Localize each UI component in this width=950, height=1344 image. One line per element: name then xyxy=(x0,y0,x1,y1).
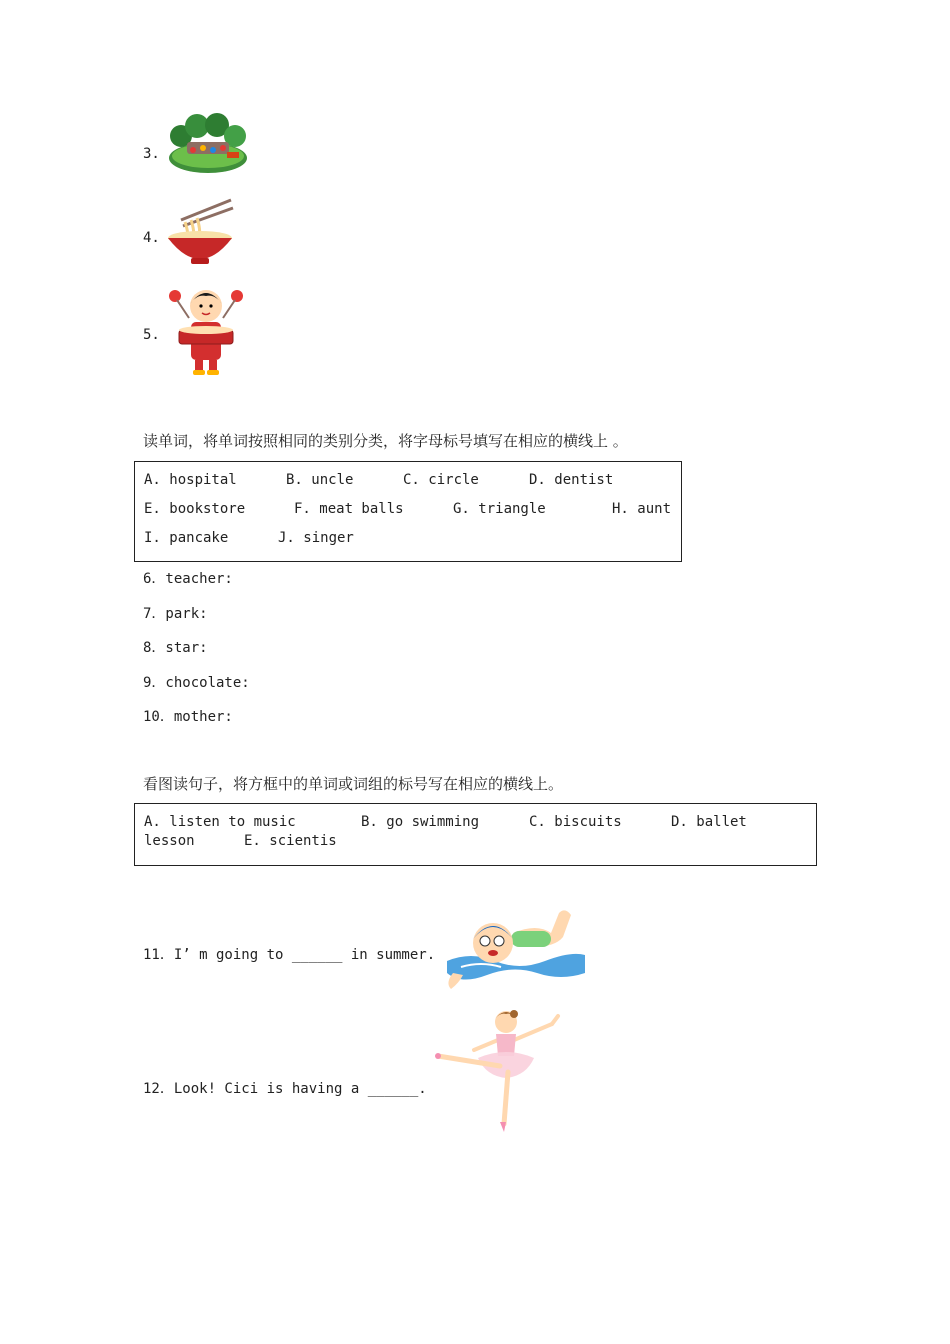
item-number-4: 4. xyxy=(143,230,160,246)
noodle-bowl-icon xyxy=(167,198,237,266)
option-h: H. aunt xyxy=(612,501,672,517)
swimmer-icon xyxy=(441,903,585,991)
option-g: G. triangle xyxy=(453,501,546,517)
ballerina-icon xyxy=(434,1006,564,1134)
option-b: B. uncle xyxy=(286,472,354,488)
option-c: C. biscuits xyxy=(529,814,622,830)
option-b: B. go swimming xyxy=(361,814,480,830)
question-8: 8．star: xyxy=(143,640,208,656)
option-i: I. pancake xyxy=(144,530,229,546)
option-d: D. dentist xyxy=(529,472,614,488)
option-d-continued: lesson xyxy=(144,833,195,849)
option-e: E. scientis xyxy=(244,833,337,849)
sentences-options-box xyxy=(134,803,817,866)
option-f: F. meat balls xyxy=(294,501,404,517)
option-d: D. ballet xyxy=(671,814,747,830)
question-7: 7．park: xyxy=(143,606,208,622)
option-j: J. singer xyxy=(278,530,354,546)
option-e: E. bookstore xyxy=(144,501,246,517)
question-10: 10．mother: xyxy=(143,709,233,725)
question-11: 11．I’ m going to ______ in summer. xyxy=(143,947,436,963)
option-a: A. hospital xyxy=(144,472,237,488)
option-c: C. circle xyxy=(403,472,479,488)
classify-options-box xyxy=(134,461,682,562)
classify-instruction: 读单词，将单词按照相同的类别分类，将字母标号填写在相应的横线上 。 xyxy=(143,432,628,450)
option-a: A. listen to music xyxy=(144,814,296,830)
drummer-boy-icon xyxy=(167,284,245,378)
question-12: 12．Look! Cici is having a ______. xyxy=(143,1081,427,1097)
question-6: 6．teacher: xyxy=(143,571,233,587)
item-number-5: 5. xyxy=(143,327,160,343)
item-number-3: 3. xyxy=(143,146,160,162)
sentences-instruction: 看图读句子，将方框中的单词或词组的标号写在相应的横线上。 xyxy=(143,775,564,793)
festival-scene-icon xyxy=(167,112,249,176)
question-9: 9．chocolate: xyxy=(143,675,250,691)
